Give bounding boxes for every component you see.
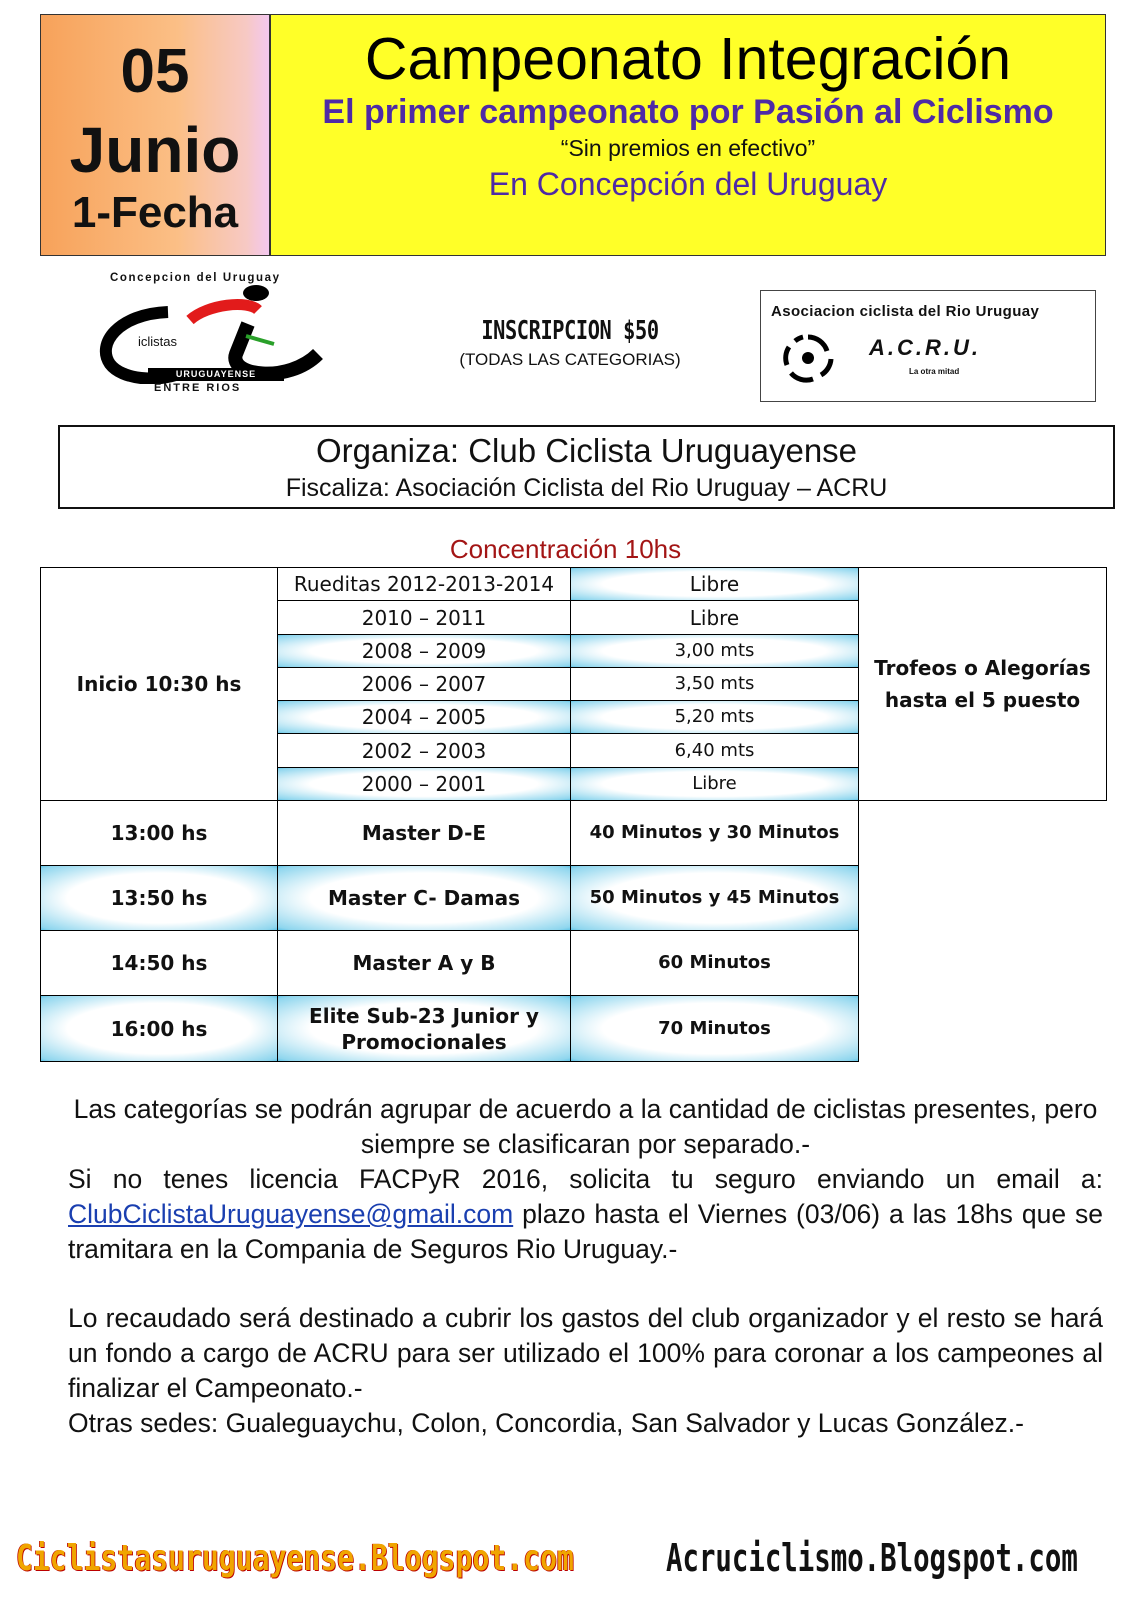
date-box [40,14,270,256]
club-logo-bar: URUGUAYENSE [148,368,284,381]
kids-category-cell: 2004 – 2005 [277,700,571,734]
kids-category-cell: 2002 – 2003 [277,733,571,768]
race-time-cell: 13:50 hs [40,865,278,931]
club-logo-word: iclistas [138,334,178,349]
race-category-cell: Master D-E [277,800,571,866]
race-time-cell: 13:00 hs [40,800,278,866]
acru-blog-link[interactable]: Acruciclismo.Blogspot.com [666,1536,1078,1580]
date-day: 05 [120,37,190,106]
supervisor: Fiscaliza: Asociación Ciclista del Rio Uruguay – ACRU [285,474,888,502]
race-duration-cell: 70 Minutos [570,995,859,1062]
insurance-note-start: Si no tenes licencia FACPyR 2016, solicita tu seguro enviando un email a: [68,1164,1103,1194]
race-duration-cell: 60 Minutos [570,930,859,996]
organizer-box [58,425,1115,509]
race-duration-cell: 50 Minutos y 45 Minutos [570,865,859,931]
kids-distance-cell: Libre [570,767,859,801]
kids-category-cell: 2006 – 2007 [277,667,571,701]
concentration-time: Concentración 10hs [449,534,682,564]
race-category-cell: Master A y B [277,930,571,996]
registration-price: INSCRIPCION $50 [481,316,659,346]
date-month: Junio [69,114,241,186]
email-link[interactable]: ClubCiclistaUruguayense@gmail.com [68,1199,514,1229]
no-cash-note: “Sin premios en efectivo” [560,135,816,161]
insurance-note-end: plazo hasta el Viernes (03/06) a las 18hs que se tramitara en la Compania de Seguros Rio Uruguay.- [68,1199,1103,1264]
registration-categories: (TODAS LAS CATEGORIAS) [459,350,681,369]
insurance-note [68,1162,1103,1267]
page-title: Campeonato Integración [364,26,1012,92]
venues-note: Otras sedes: Gualeguaychu, Colon, Concordia, San Salvador y Lucas González.- [68,1408,1024,1438]
kids-distance-cell: 5,20 mts [570,700,859,734]
acru-tagline: La otra mitad [909,367,960,376]
kids-distance-cell: 6,40 mts [570,733,859,768]
organizer: Organiza: Club Ciclista Uruguayense [315,432,858,469]
kids-distance-cell: 3,50 mts [570,667,859,701]
acru-name: A.C.R.U. [869,335,981,360]
club-blog-link[interactable]: Ciclistasuruguayense.Blogspot.com [16,1538,574,1579]
start-time-cell: Inicio 10:30 hs [40,567,278,801]
acru-caption: Asociacion ciclista del Rio Uruguay [771,303,1040,320]
club-logo-caption: Concepcion del Uruguay [110,272,281,284]
funds-note: Lo recaudado será destinado a cubrir los gastos del club organizador y el resto se hará un fondo a cargo de ACRU para ser utilizado el 100% para coronar a los campeones al finalizar el Campeonato.- [68,1303,1103,1403]
registration-info [420,316,720,370]
kids-distance-cell: 3,00 mts [570,634,859,668]
grouping-note: Las categorías se podrán agrupar de acuerdo a la cantidad de ciclistas presentes, pero siempre se clasificaran por separado.- [73,1094,1098,1159]
kids-distance-cell: Libre [570,600,859,635]
race-time-cell: 14:50 hs [40,930,278,996]
club-logo-region: ENTRE RIOS [154,382,242,394]
club-logo [98,272,348,400]
notes [68,1092,1103,1441]
spacer [68,1267,1103,1301]
kids-category-cell: 2010 – 2011 [277,600,571,635]
race-time-cell: 16:00 hs [40,995,278,1062]
race-duration-cell: 40 Minutos y 30 Minutos [570,800,859,866]
acru-wheel-icon [777,331,839,383]
subtitle: El primer campeonato por Pasión al Ciclismo [322,93,1054,131]
kids-category-cell: Rueditas 2012-2013-2014 [277,567,571,601]
acru-logo [760,290,1096,402]
kids-distance-cell: Libre [570,567,859,601]
race-category-cell: Master C- Damas [277,865,571,931]
race-category-cell: Elite Sub-23 Junior y Promocionales [277,995,571,1062]
title-box [270,14,1106,256]
location: En Concepción del Uruguay [488,166,888,202]
trophies-cell: Trofeos o Alegorías hasta el 5 puesto [858,567,1107,801]
kids-category-cell: 2008 – 2009 [277,634,571,668]
kids-category-cell: 2000 – 2001 [277,767,571,801]
date-fecha: 1-Fecha [71,188,239,237]
